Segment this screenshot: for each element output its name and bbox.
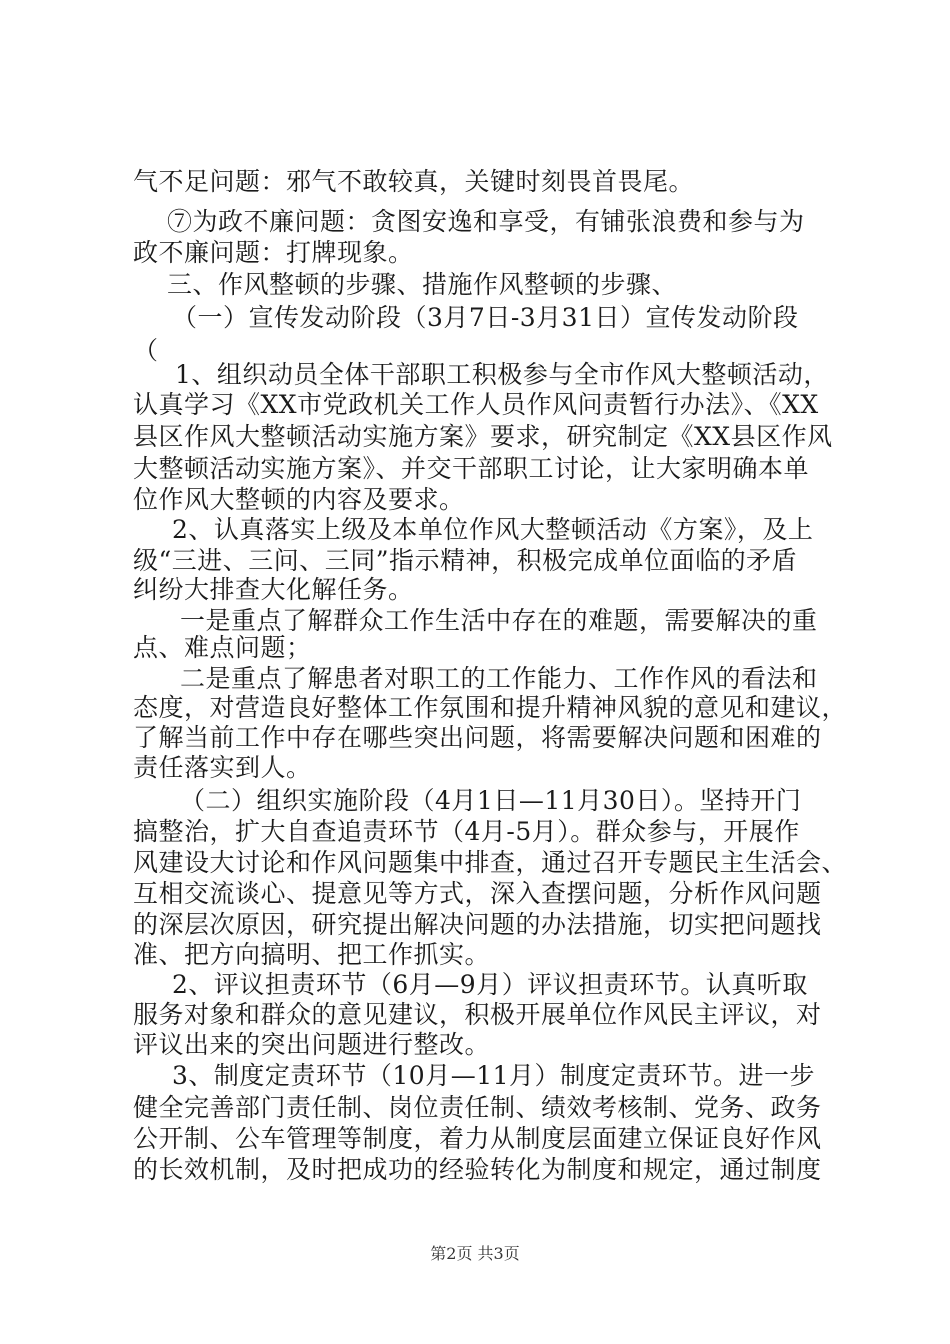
text-line: 县区作风大整顿活动实施方案》要求，研究制定《XX县区作风 — [133, 422, 833, 451]
text-line: 搞整治，扩大自查追责环节（4月-5月）。群众参与，开展作 — [133, 817, 800, 846]
text-line: 认真学习《XX市党政机关工作人员作风问责暂行办法》、《XX — [133, 390, 819, 419]
text-line: 的长效机制，及时把成功的经验转化为制度和规定，通过制度 — [133, 1155, 822, 1184]
text-line: 位作风大整顿的内容及要求。 — [133, 485, 465, 514]
text-line: 态度，对营造良好整体工作氛围和提升精神风貌的意见和建议， — [133, 693, 848, 722]
text-line: 气不足问题：邪气不敢较真，关键时刻畏首畏尾。 — [133, 167, 695, 196]
page-number-footer: 第2页 共3页 — [430, 1244, 520, 1263]
text-line: 2、认真落实上级及本单位作风大整顿活动《方案》，及上 — [172, 515, 814, 544]
text-line: 1、组织动员全体干部职工积极参与全市作风大整顿活动， — [175, 360, 829, 389]
subsection-heading: （二）组织实施阶段（4月1日—11月30日）。坚持开门 — [180, 786, 802, 815]
text-line: 大整顿活动实施方案》、并交干部职工讨论，让大家明确本单 — [133, 454, 810, 483]
subsection-heading: （一）宣传发动阶段（3月7日-3月31日）宣传发动阶段 — [172, 303, 799, 332]
text-line: 健全完善部门责任制、岗位责任制、绩效考核制、党务、政务 — [133, 1093, 822, 1122]
text-line: 纠纷大排查大化解任务。 — [133, 575, 414, 604]
section-heading: 三、作风整顿的步骤、措施作风整顿的步骤、 — [167, 270, 678, 299]
text-line: 了解当前工作中存在哪些突出问题，将需要解决问题和困难的 — [133, 723, 822, 752]
text-line: （ — [133, 336, 159, 365]
text-line: ⑦为政不廉问题：贪图安逸和享受，有铺张浪费和参与为 — [167, 207, 805, 236]
text-line: 准、把方向搞明、把工作抓实。 — [133, 940, 491, 969]
text-line: 公开制、公车管理等制度，着力从制度层面建立保证良好作风 — [133, 1124, 822, 1153]
text-line: 点、难点问题； — [133, 633, 312, 662]
text-line: 一是重点了解群众工作生活中存在的难题，需要解决的重 — [180, 606, 818, 635]
text-line: 政不廉问题：打牌现象。 — [133, 238, 414, 267]
text-line: 责任落实到人。 — [133, 753, 312, 782]
text-line: 服务对象和群众的意见建议，积极开展单位作风民主评议，对 — [133, 1000, 822, 1029]
text-line: 级“三进、三问、三同”指示精神，积极完成单位面临的矛盾 — [133, 546, 798, 575]
text-line: 2、评议担责环节（6月—9月）评议担责环节。认真听取 — [172, 970, 808, 999]
text-line: 的深层次原因，研究提出解决问题的办法措施，切实把问题找 — [133, 910, 822, 939]
text-line: 互相交流谈心、提意见等方式，深入查摆问题，分析作风问题 — [133, 879, 822, 908]
text-line: 评议出来的突出问题进行整改。 — [133, 1030, 491, 1059]
text-line: 二是重点了解患者对职工的工作能力、工作作风的看法和 — [180, 664, 818, 693]
text-line: 3、制度定责环节（10月—11月）制度定责环节。进一步 — [172, 1061, 816, 1090]
text-line: 风建设大讨论和作风问题集中排查，通过召开专题民主生活会、 — [133, 848, 848, 877]
